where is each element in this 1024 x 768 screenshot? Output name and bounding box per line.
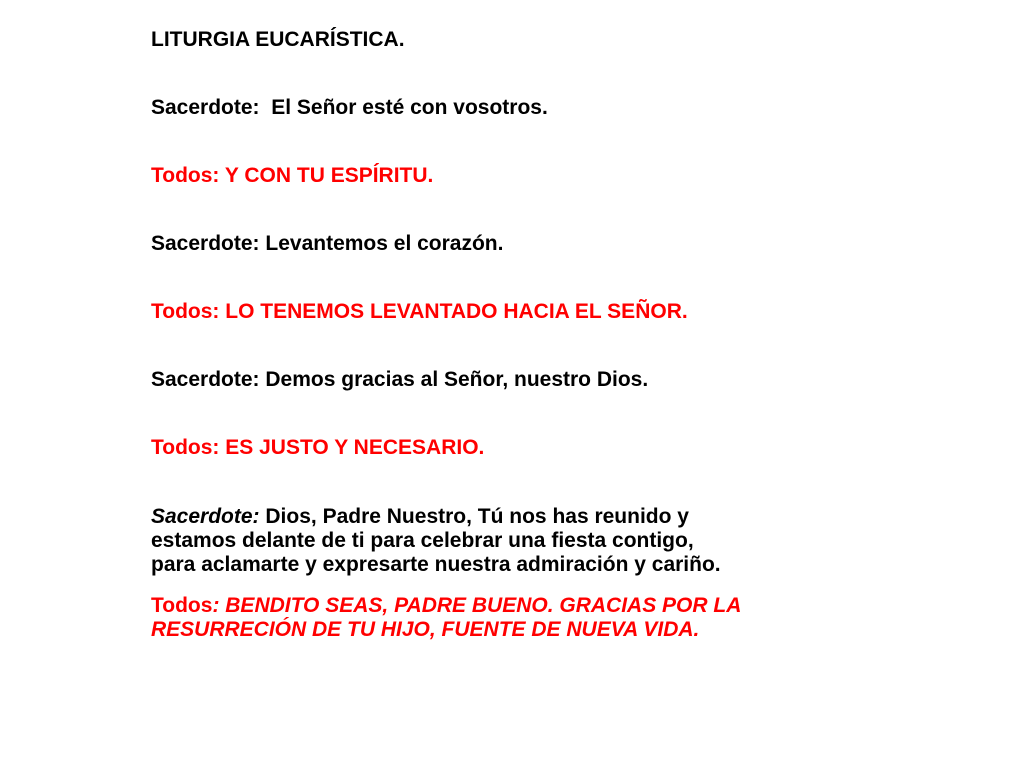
prayer-line: estamos delante de ti para celebrar una fiesta contigo, [151, 529, 694, 552]
prayer-line: para aclamarte y expresarte nuestra admiración y cariño. [151, 553, 721, 576]
speaker-label: Todos: [151, 300, 220, 323]
dialogue-text: Y CON TU ESPÍRITU. [224, 164, 434, 187]
people-line-2 [151, 300, 851, 324]
speaker-label: Sacerdote: [151, 368, 260, 391]
speaker-label: Sacerdote: [151, 96, 260, 119]
response-line: RESURRECIÓN DE TU HIJO, FUENTE DE NUEVA VIDA. [151, 618, 700, 641]
dialogue-text: LO TENEMOS LEVANTADO HACIA EL SEÑOR. [225, 300, 688, 323]
response-line [151, 594, 871, 618]
speaker-label: Sacerdote: [151, 232, 260, 255]
response-text: : BENDITO SEAS, PADRE BUENO. GRACIAS POR LA [212, 594, 742, 617]
people-line-3 [151, 436, 851, 460]
people-response [151, 594, 871, 642]
priest-line-3 [151, 368, 851, 392]
speaker-label: Sacerdote: [151, 505, 260, 528]
dialogue-text: Demos gracias al Señor, nuestro Dios. [265, 368, 649, 391]
people-line-1 [151, 164, 851, 188]
prayer-line [151, 505, 871, 529]
slide-title: LITURGIA EUCARÍSTICA. [151, 28, 405, 51]
prayer-text: Dios, Padre Nuestro, Tú nos has reunido y [265, 505, 689, 528]
speaker-label: Todos [151, 594, 213, 617]
speaker-label: Todos: [151, 164, 220, 187]
priest-prayer [151, 505, 871, 577]
dialogue-text: ES JUSTO Y NECESARIO. [225, 436, 485, 459]
speaker-label: Todos: [151, 436, 220, 459]
dialogue-text: El Señor esté con vosotros. [271, 96, 548, 119]
priest-line-2 [151, 232, 851, 256]
dialogue-text: Levantemos el corazón. [265, 232, 504, 255]
priest-line-1 [151, 96, 851, 120]
